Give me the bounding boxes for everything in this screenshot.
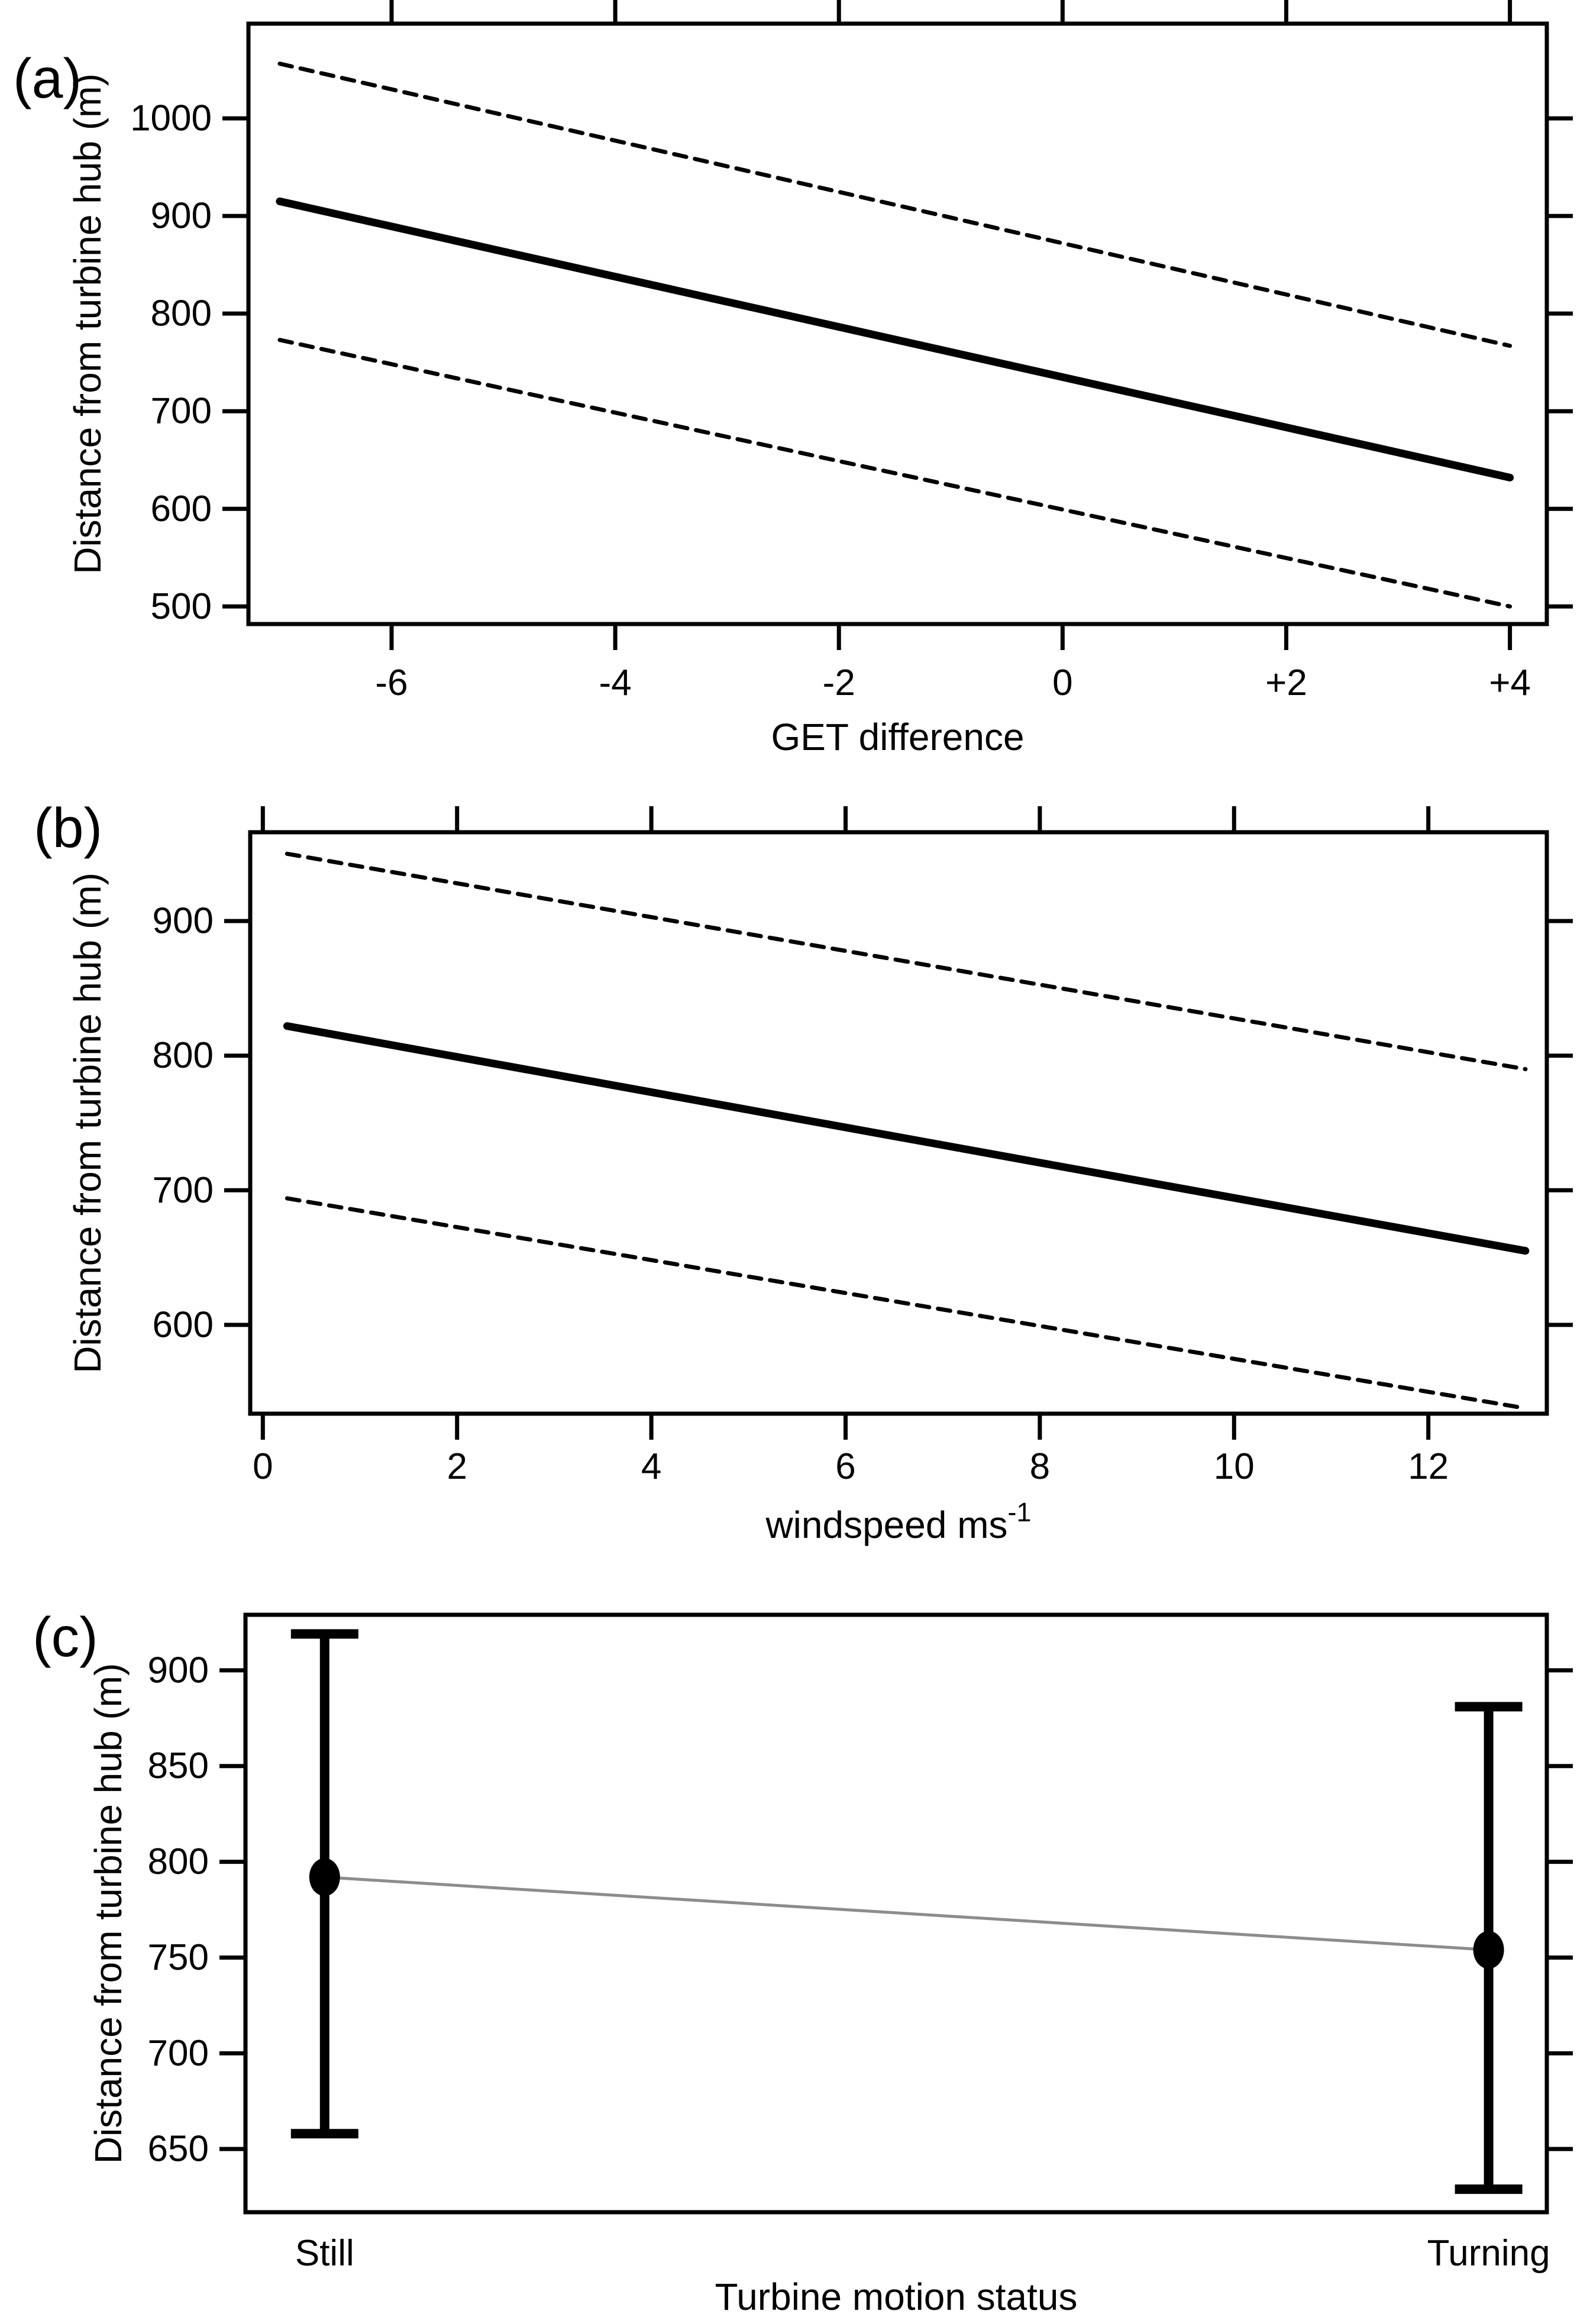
y-tick-label: 700	[152, 1169, 214, 1211]
x-axis-title: GET difference	[771, 716, 1025, 758]
panel-letter-a: (a)	[13, 47, 82, 110]
y-tick-label: 700	[147, 2032, 209, 2074]
x-tick-label: -6	[375, 662, 408, 703]
y-tick-label: 900	[147, 1650, 209, 1691]
y-tick-label: 700	[150, 390, 212, 432]
y-tick-label: 650	[147, 2128, 209, 2170]
y-tick-label: 900	[152, 900, 214, 942]
x-tick-label: -4	[599, 662, 632, 703]
y-tick-label: 600	[152, 1304, 214, 1346]
y-tick-label: 800	[147, 1841, 209, 1883]
mean-point	[309, 1858, 340, 1896]
y-tick-label: 900	[150, 195, 212, 237]
x-tick-label: 12	[1408, 1446, 1449, 1487]
x-axis-title: Turbine motion status	[715, 2275, 1078, 2318]
y-tick-label: 800	[152, 1035, 214, 1077]
y-tick-label: 500	[150, 586, 212, 627]
mean-point	[1473, 1931, 1504, 1969]
x-tick-label: +4	[1489, 662, 1531, 703]
category-label-still: Still	[295, 2233, 354, 2274]
y-tick-label: 600	[150, 488, 212, 529]
x-tick-label: 4	[641, 1446, 662, 1487]
y-axis-title: Distance from turbine hub (m)	[66, 73, 109, 574]
x-tick-label: 8	[1029, 1446, 1051, 1487]
x-tick-label: 2	[447, 1446, 467, 1487]
x-tick-label: 6	[835, 1446, 856, 1487]
x-tick-label: +2	[1265, 662, 1307, 703]
x-tick-label: -2	[822, 662, 855, 703]
x-tick-label: 0	[1052, 662, 1073, 703]
y-tick-label: 750	[147, 1937, 209, 1978]
x-tick-label: 0	[253, 1446, 273, 1487]
y-tick-label: 850	[147, 1746, 209, 1787]
category-label-turning: Turning	[1427, 2233, 1550, 2274]
y-axis-title: Distance from turbine hub (m)	[87, 1663, 130, 2164]
panel-letter-b: (b)	[34, 797, 103, 859]
y-tick-label: 800	[150, 293, 212, 334]
x-axis-title: windspeed $ms^{-1}$	[765, 1497, 1032, 1546]
y-tick-label: 1000	[130, 98, 212, 139]
x-tick-label: 10	[1213, 1446, 1255, 1487]
panel-letter-c: (c)	[33, 1606, 98, 1669]
y-axis-title: Distance from turbine hub (m)	[66, 872, 109, 1373]
